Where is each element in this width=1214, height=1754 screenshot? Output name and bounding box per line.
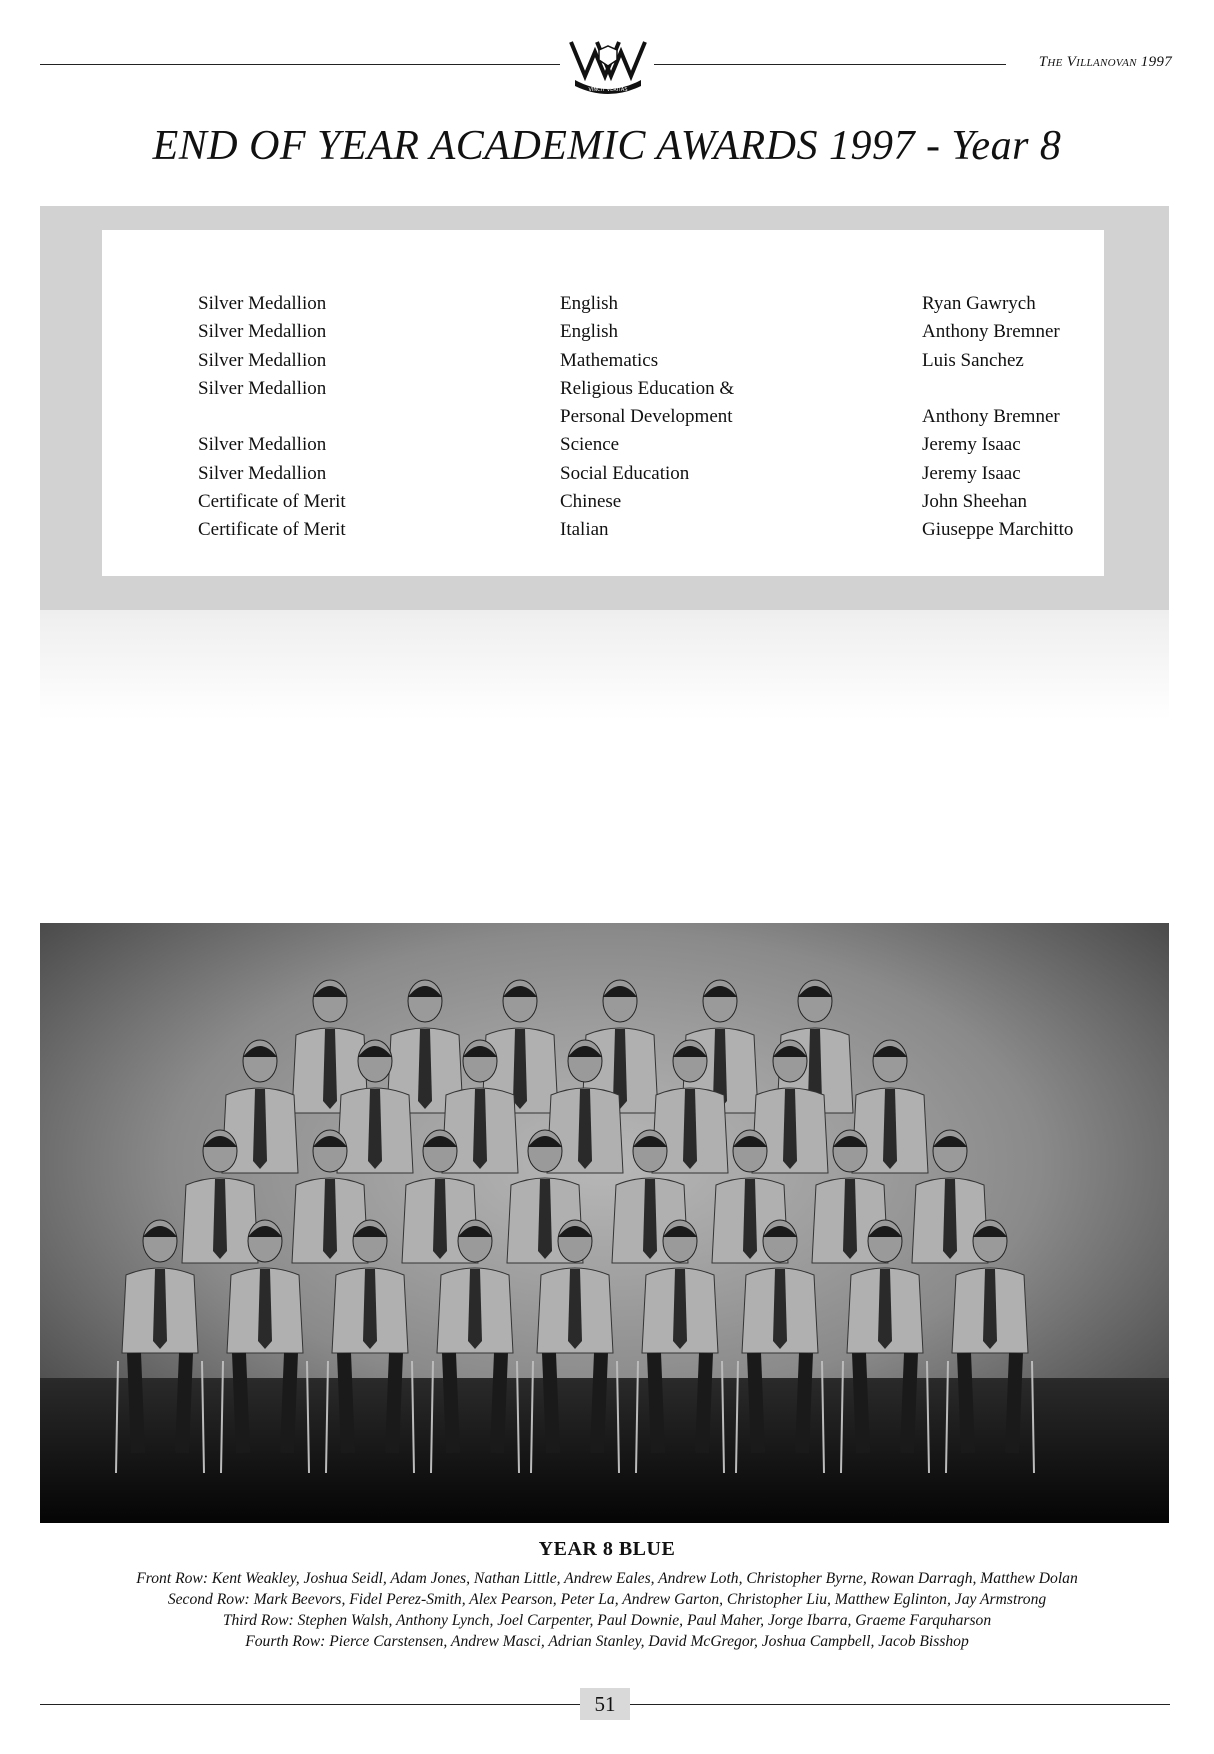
award-cell: Silver Medallion (198, 293, 327, 314)
magazine-year: 1997 (1140, 54, 1172, 70)
recipient-cell (922, 375, 1073, 403)
footer-rule-left (40, 1704, 580, 1705)
footer-rule-right (630, 1704, 1170, 1705)
recipient-cell: Giuseppe Marchitto (922, 519, 1074, 541)
subject-cell: Italian (560, 519, 609, 541)
header-rule-right (654, 64, 1006, 65)
award-cell: Certificate of Merit (198, 519, 346, 541)
recipient-cell: Luis Sanchez (922, 349, 1024, 371)
subject-cell: Mathematics (560, 349, 659, 371)
header-rule-left (40, 64, 560, 65)
subject-cell: Science (560, 434, 620, 456)
photo-caption (0, 1568, 1214, 1652)
subject-cell: Religious Education & (560, 377, 735, 399)
recipient-cell: Ryan Gawrych (922, 293, 1036, 314)
caption-third-row: Third Row: Stephen Walsh, Anthony Lynch, Joel Carpenter, Paul Downie, Paul Maher, Jorge Ibarra, Graeme Farquharson (222, 1612, 992, 1629)
caption-fourth-row: Fourth Row: Pierce Carstensen, Andrew Masci, Adrian Stanley, David McGregor, Joshua Campbell, Jacob Bisshop (245, 1633, 969, 1650)
recipient-cell: Anthony Bremner (922, 406, 1060, 428)
awards-table (102, 230, 1104, 576)
award-cell (198, 403, 346, 431)
caption-second-row: Second Row: Mark Beevors, Fidel Perez-Smith, Alex Pearson, Peter La, Andrew Garton, Christopher Liu, Matthew Eglinton, Jay Armstrong (167, 1591, 1047, 1608)
awards-panel (40, 206, 1169, 610)
recipient-column (922, 290, 1073, 545)
villanova-crest-icon (565, 36, 651, 98)
subject-cell: Social Education (560, 462, 690, 484)
award-cell: Silver Medallion (198, 377, 327, 399)
award-cell: Silver Medallion (198, 349, 327, 371)
recipient-cell: Jeremy Isaac (922, 462, 1021, 484)
caption-front-row: Front Row: Kent Weakley, Joshua Seidl, Adam Jones, Nathan Little, Andrew Eales, Andrew Loth, Christopher Byrne, Rowan Darragh, Matthew Dolan (136, 1570, 1078, 1587)
award-cell: Silver Medallion (198, 321, 327, 343)
photo-caption-title: YEAR 8 BLUE (538, 1538, 676, 1560)
magazine-title (1039, 54, 1172, 71)
recipient-cell: Anthony Bremner (922, 321, 1060, 343)
award-column (198, 290, 346, 545)
award-cell: Silver Medallion (198, 434, 327, 456)
award-cell: Certificate of Merit (198, 491, 346, 513)
magazine-name: The Villanovan (1038, 54, 1137, 70)
subject-cell: Personal Development (560, 406, 733, 428)
scan-fade (40, 610, 1169, 720)
subject-cell: English (560, 321, 619, 343)
class-photo (40, 923, 1169, 1523)
page-number: 51 (580, 1688, 630, 1720)
award-cell: Silver Medallion (198, 462, 327, 484)
logo-motto: VINCIT VERITAS (588, 87, 628, 93)
recipient-cell: John Sheehan (922, 491, 1028, 513)
subject-cell: English (560, 293, 619, 314)
subject-column (560, 290, 734, 545)
recipient-cell: Jeremy Isaac (922, 434, 1021, 456)
subject-cell: Chinese (560, 491, 622, 513)
page-title: END OF YEAR ACADEMIC AWARDS 1997 - Year 8 (152, 123, 1062, 169)
